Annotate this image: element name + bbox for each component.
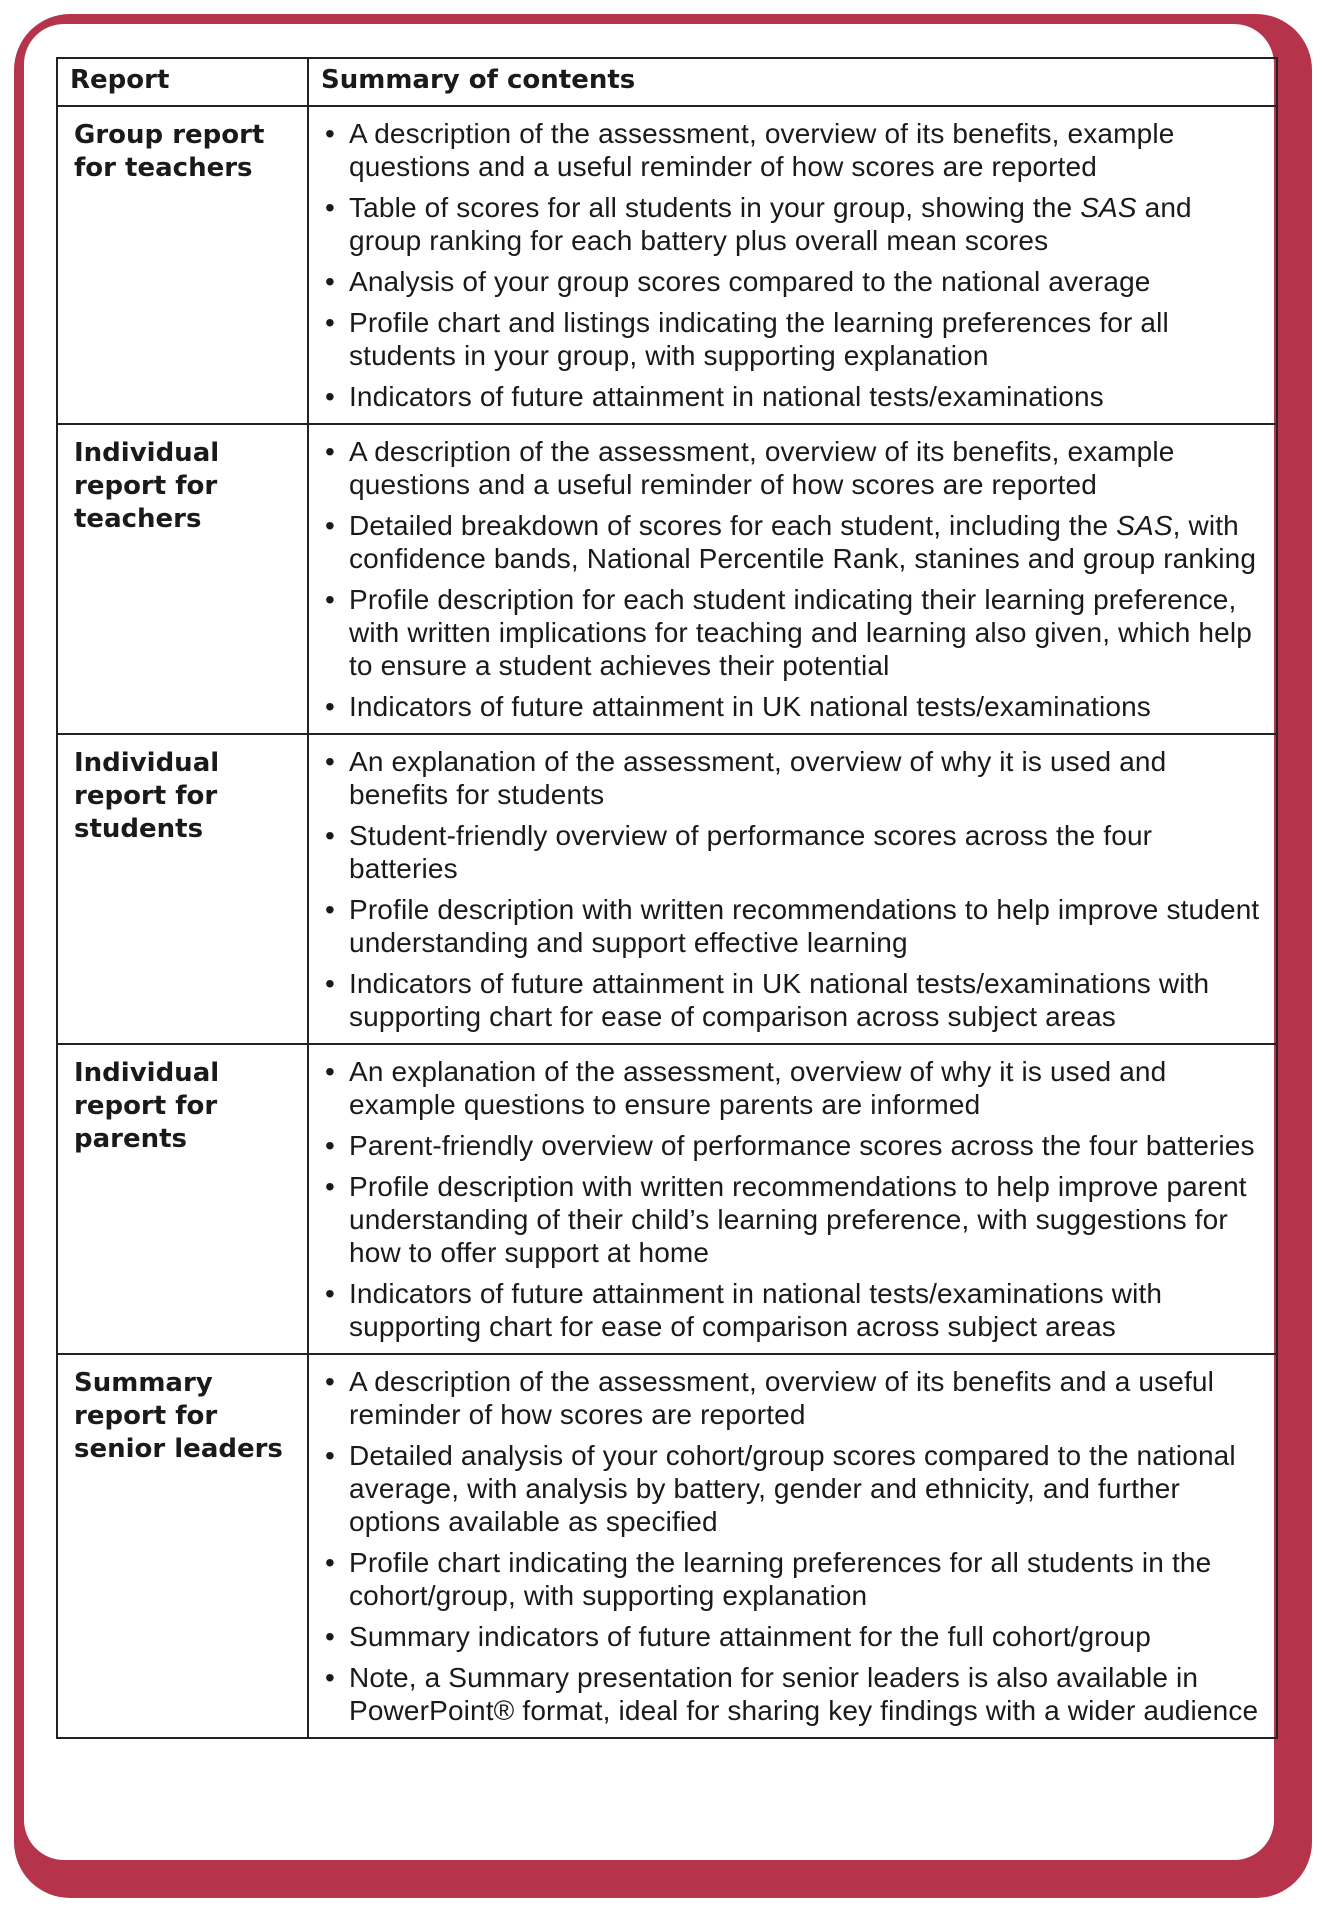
table-body [57,106,1277,1738]
list-item-text: Indicators of future attainment in UK national tests/examinations [349,691,1151,722]
list-item-text: A description of the assessment, overview of its benefits, example questions and a useful reminder of how scores are reported [349,118,1175,182]
report-name: Summary report for senior leaders [57,1354,308,1738]
list-item-text: Indicators of future attainment in UK national tests/examinations with supporting chart for ease of comparison across subject areas [349,968,1210,1032]
list-item-text: Note, a Summary presentation for senior leaders is also available in PowerPoint® format, ideal for sharing key findings with a wider audience [349,1662,1259,1726]
bullet-icon: • [325,746,335,777]
reports-table [56,57,1278,1739]
table-row [57,1044,1277,1354]
bullet-icon: • [325,1547,335,1578]
list-item [325,117,1266,183]
bullet-icon: • [325,1056,335,1087]
list-item [325,690,1266,723]
list-item-text: A description of the assessment, overview of its benefits, example questions and a useful reminder of how scores are reported [349,436,1175,500]
report-name: Individual report for parents [57,1044,308,1354]
bullet-icon: • [325,968,335,999]
summary-list [325,1365,1266,1727]
list-item-text: A description of the assessment, overview of its benefits and a useful reminder of how scores are reported [349,1366,1214,1430]
bullet-icon: • [325,1440,335,1471]
list-item [325,1365,1266,1431]
list-item [325,1620,1266,1653]
list-item [325,1546,1266,1612]
bullet-icon: • [325,1662,335,1693]
list-item [325,1439,1266,1538]
list-item [325,509,1266,575]
list-item-text: Parent-friendly overview of performance scores across the four batteries [349,1130,1255,1161]
bullet-icon: • [325,894,335,925]
bullet-icon: • [325,1366,335,1397]
report-column-header: Report [57,58,308,106]
bullet-icon: • [325,436,335,467]
list-item-text: Detailed analysis of your cohort/group scores compared to the national average, with analysis by battery, gender and ethnicity, and further options available as specified [349,1440,1236,1537]
list-item [325,745,1266,811]
summary-list [325,1055,1266,1343]
summary-cell [308,1044,1277,1354]
table-row [57,106,1277,424]
summary-cell [308,106,1277,424]
list-item-text: Student-friendly overview of performance scores across the four batteries [349,820,1153,884]
summary-cell [308,1354,1277,1738]
report-name: Group report for teachers [57,106,308,424]
list-item [325,265,1266,298]
summary-list [325,745,1266,1033]
bullet-icon: • [325,1130,335,1161]
bullet-icon: • [325,118,335,149]
list-item-text: Summary indicators of future attainment for the full cohort/group [349,1621,1151,1652]
bullet-icon: • [325,1278,335,1309]
bullet-icon: • [325,584,335,615]
bullet-icon: • [325,192,335,223]
list-item-text: An explanation of the assessment, overview of why it is used and example questions to ensure parents are informed [349,1056,1167,1120]
bullet-icon: • [325,1621,335,1652]
bullet-icon: • [325,510,335,541]
bullet-icon: • [325,820,335,851]
table-header-row [57,58,1277,106]
report-name: Individual report for teachers [57,424,308,734]
bullet-icon: • [325,1171,335,1202]
bullet-icon: • [325,266,335,297]
list-item-text: Indicators of future attainment in national tests/examinations with supporting chart for ease of comparison across subject areas [349,1278,1163,1342]
list-item [325,819,1266,885]
table-row [57,1354,1277,1738]
list-item [325,1661,1266,1727]
list-item-text: Table of scores for all students in your group, showing the SAS and group ranking for each battery plus overall mean scores [349,192,1192,256]
list-item [325,1277,1266,1343]
table-row [57,424,1277,734]
list-item [325,306,1266,372]
summary-column-header: Summary of contents [308,58,1277,106]
table-row [57,734,1277,1044]
bullet-icon: • [325,381,335,412]
summary-cell [308,424,1277,734]
list-item [325,1170,1266,1269]
list-item [325,583,1266,682]
list-item [325,967,1266,1033]
list-item-text: Profile description with written recommendations to help improve student understanding and support effective learning [349,894,1260,958]
summary-list [325,435,1266,723]
list-item-text: Profile chart indicating the learning preferences for all students in the cohort/group, with supporting explanation [349,1547,1212,1611]
list-item [325,191,1266,257]
report-name: Individual report for students [57,734,308,1044]
list-item-text: Profile chart and listings indicating the learning preferences for all students in your group, with supporting explanation [349,307,1169,371]
summary-list [325,117,1266,413]
list-item [325,380,1266,413]
bullet-icon: • [325,691,335,722]
list-item [325,1055,1266,1121]
list-item-text: Profile description with written recommendations to help improve parent understanding of their child’s learning preference, with suggestions for how to offer support at home [349,1171,1247,1268]
list-item-text: Profile description for each student indicating their learning preference, with written implications for teaching and learning also given, which help to ensure a student achieves their potential [349,584,1252,681]
list-item-text: An explanation of the assessment, overview of why it is used and benefits for students [349,746,1167,810]
list-item [325,1129,1266,1162]
list-item [325,435,1266,501]
bullet-icon: • [325,307,335,338]
list-item [325,893,1266,959]
list-item-text: Indicators of future attainment in national tests/examinations [349,381,1104,412]
list-item-text: Detailed breakdown of scores for each student, including the SAS, with confidence bands, National Percentile Rank, stanines and group ranking [349,510,1257,574]
summary-cell [308,734,1277,1044]
list-item-text: Analysis of your group scores compared to the national average [349,266,1151,297]
